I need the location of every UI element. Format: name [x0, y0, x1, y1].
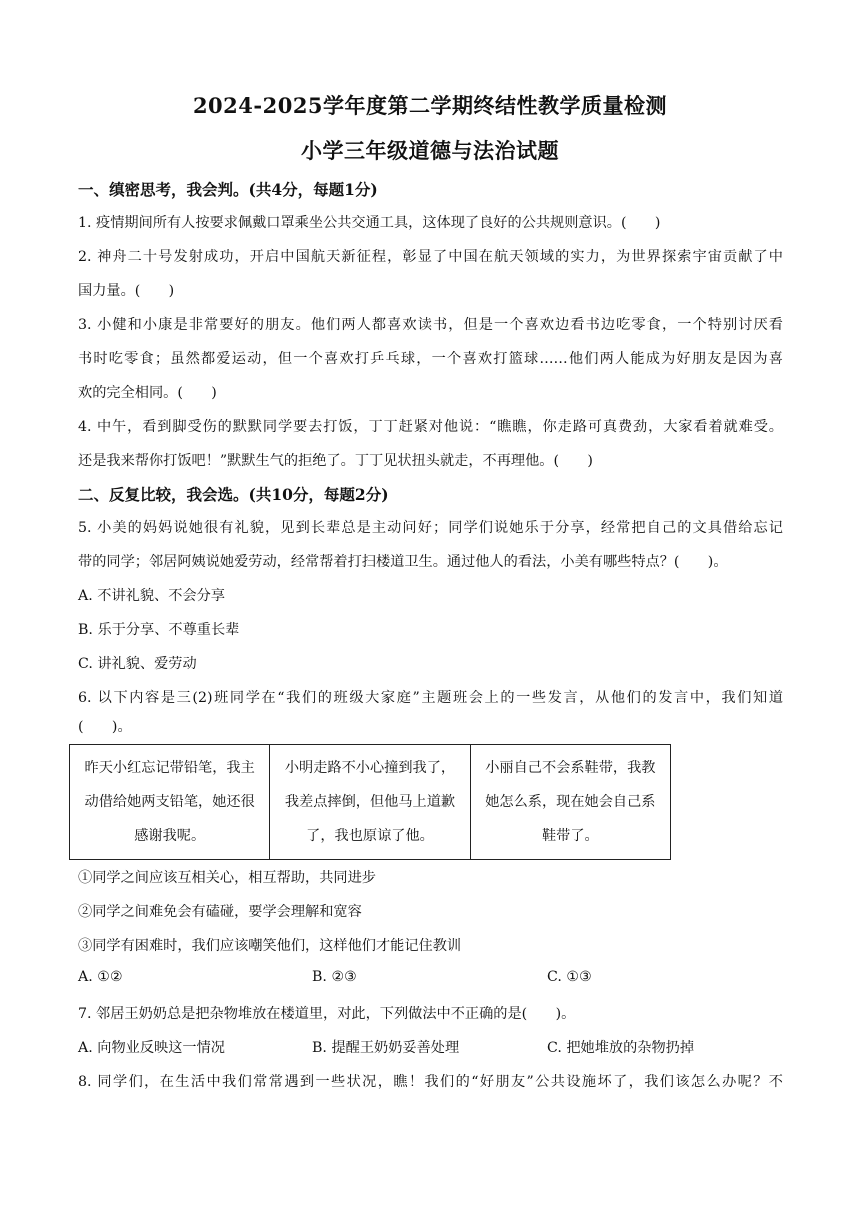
speech-cell: 小明走路不小心撞到我了，我差点摔倒，但他马上道歉了，我也原谅了他。	[270, 745, 470, 860]
question-4-line-2: 还是我来帮你打饭吧！”默默生气的拒绝了。丁丁见状扭头就走，不再理他。( )	[78, 453, 593, 469]
table-row	[70, 745, 671, 860]
question-5-option-b: B. 乐于分享、不尊重长辈	[78, 622, 240, 638]
question-5-option-c: C. 讲礼貌、爱劳动	[78, 656, 197, 672]
question-3-line-1: 3. 小健和小康是非常要好的朋友。他们两人都喜欢读书，但是一个喜欢边看书边吃零食，一个特别讨厌看	[78, 317, 783, 333]
question-6-line-1: 6. 以下内容是三(2)班同学在“我们的班级大家庭”主题班会上的一些发言，从他们的发言中，我们知道	[78, 690, 783, 706]
question-6-option-b: B. ②③	[312, 969, 357, 985]
section-1-heading: 一、缜密思考，我会判。(共4分，每题1分)	[78, 180, 378, 199]
question-6-line-2: ( )。	[78, 719, 132, 735]
speech-cell: 昨天小红忘记带铅笔，我主动借给她两支铅笔，她还很感谢我呢。	[70, 745, 270, 860]
question-3-line-3: 欢的完全相同。( )	[78, 385, 217, 401]
question-2-line-2: 国力量。( )	[78, 283, 175, 299]
question-6-statement-2: ②同学之间难免会有磕碰，要学会理解和宽容	[78, 904, 362, 920]
speech-cell: 小丽自己不会系鞋带，我教她怎么系，现在她会自己系鞋带了。	[470, 745, 670, 860]
question-4-line-1: 4. 中午，看到脚受伤的默默同学要去打饭，丁丁赶紧对他说：“瞧瞧，你走路可真费劲，大家看着就难受。	[78, 419, 783, 435]
question-7-option-c: C. 把她堆放的杂物扔掉	[547, 1040, 695, 1056]
question-7-option-b: B. 提醒王奶奶妥善处理	[312, 1040, 460, 1056]
question-6-option-a: A. ①②	[78, 969, 123, 985]
question-7: 7. 邻居王奶奶总是把杂物堆放在楼道里，对此，下列做法中不正确的是( )。	[78, 1006, 576, 1022]
question-7-option-a: A. 向物业反映这一情况	[78, 1040, 225, 1056]
exam-subtitle: 小学三年级道德与法治试题	[301, 138, 559, 163]
exam-title: 2024-2025学年度第二学期终结性教学质量检测	[192, 93, 668, 118]
speech-table	[69, 744, 671, 860]
question-5-option-a: A. 不讲礼貌、不会分享	[78, 588, 225, 604]
question-6-statement-1: ①同学之间应该互相关心，相互帮助，共同进步	[78, 870, 376, 886]
question-1: 1. 疫情期间所有人按要求佩戴口罩乘坐公共交通工具，这体现了良好的公共规则意识。( )	[78, 215, 661, 231]
question-5-line-2: 带的同学；邻居阿姨说她爱劳动，经常帮着打扫楼道卫生。通过他人的看法，小美有哪些特点？( )。	[78, 554, 728, 570]
question-5-line-1: 5. 小美的妈妈说她很有礼貌，见到长辈总是主动问好；同学们说她乐于分享，经常把自己的文具借给忘记	[78, 520, 783, 536]
question-6-option-c: C. ①③	[547, 969, 592, 985]
question-8-line-1: 8. 同学们，在生活中我们常常遇到一些状况，瞧！我们的“好朋友”公共设施坏了，我们该怎么办呢？不	[78, 1074, 783, 1090]
question-3-line-2: 书时吃零食；虽然都爱运动，但一个喜欢打乒乓球，一个喜欢打篮球……他们两人能成为好朋友是因为喜	[78, 351, 783, 367]
question-2-line-1: 2. 神舟二十号发射成功，开启中国航天新征程，彰显了中国在航天领域的实力，为世界探索宇宙贡献了中	[78, 249, 783, 265]
question-6-statement-3: ③同学有困难时，我们应该嘲笑他们，这样他们才能记住教训	[78, 938, 462, 954]
section-2-heading: 二、反复比较，我会选。(共10分，每题2分)	[78, 485, 389, 504]
